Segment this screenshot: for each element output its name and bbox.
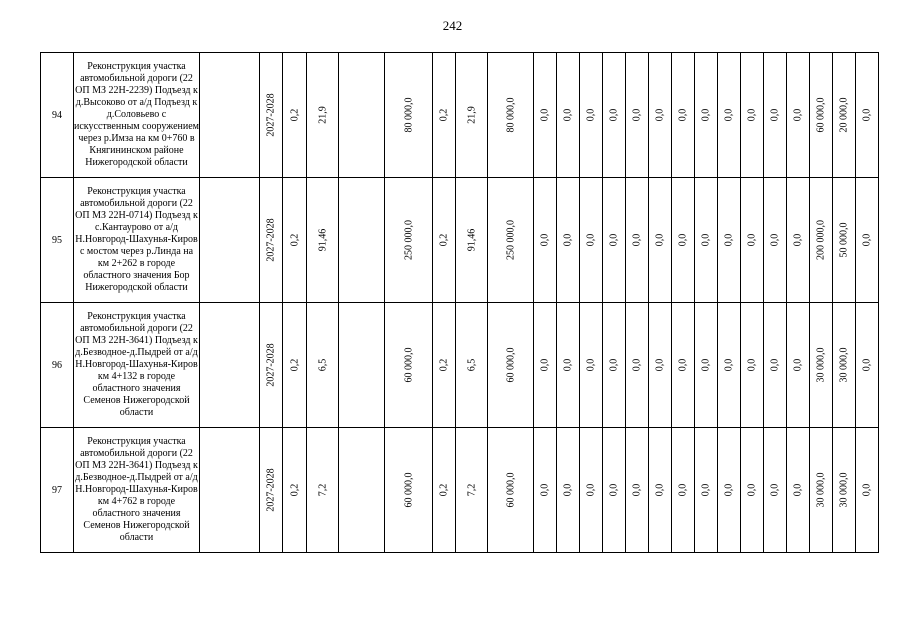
value-cell [283,53,307,178]
value-cell [488,178,534,303]
value-text: 0,0 [585,108,597,122]
value-text: 0,0 [746,358,758,372]
empty-cell [200,178,260,303]
value-cell [718,303,741,428]
value-text: 0,0 [792,483,804,497]
value-cell [339,178,385,303]
value-cell [764,428,787,553]
value-cell [741,303,764,428]
value-text: 0,0 [539,483,551,497]
value-cell [810,303,833,428]
value-text: 0,0 [700,358,712,372]
empty-cell [200,53,260,178]
value-text: 0,0 [677,483,689,497]
value-text: 200 000,0 [815,220,827,260]
period-text: 2027-2028 [265,343,277,387]
value-cell [534,428,557,553]
row-number: 97 [41,428,74,553]
value-text: 0,2 [438,358,450,372]
value-text: 0,0 [861,108,873,122]
value-cell [283,428,307,553]
empty-cell [200,428,260,553]
value-cell [534,178,557,303]
value-text: 0,0 [700,108,712,122]
value-cell [856,303,879,428]
value-text: 0,0 [631,483,643,497]
value-text: 0,2 [289,233,300,247]
value-text: 0,0 [746,108,758,122]
value-text: 0,2 [438,108,450,122]
period-text: 2027-2028 [265,468,277,512]
value-text: 0,0 [608,483,620,497]
value-cell [787,53,810,178]
value-text: 91,46 [317,228,328,252]
value-cell [385,303,433,428]
value-text: 0,0 [631,233,643,247]
value-text: 0,0 [723,483,735,497]
value-cell [488,53,534,178]
value-cell [810,53,833,178]
value-cell [833,53,856,178]
value-text: 0,0 [562,108,574,122]
value-cell [764,53,787,178]
value-cell [385,53,433,178]
value-cell [488,303,534,428]
period-text: 2027-2028 [265,93,277,137]
value-text: 0,0 [539,108,551,122]
value-cell [339,428,385,553]
value-text: 6,5 [466,358,477,372]
value-text: 0,0 [631,358,643,372]
value-cell [833,178,856,303]
value-text: 0,2 [438,483,450,497]
value-text: 0,0 [608,358,620,372]
value-cell [385,178,433,303]
value-cell [603,178,626,303]
value-cell [695,178,718,303]
value-cell [283,178,307,303]
value-text: 0,0 [562,483,574,497]
value-text: 0,0 [654,108,666,122]
page-number: 242 [442,18,463,33]
table-row [41,53,879,178]
value-cell [433,53,456,178]
value-text: 60 000,0 [505,347,516,383]
object-name: Реконструкция участка автомобильной дороги (22 ОП МЗ 22Н-2239) Подъезд к д.Высоково от а/д Подъезд к д.Соловьево с искусственным сооружением через р.Имза на км 0+760 в Княгининском районе Нижегородской области [74,53,200,178]
value-cell [649,178,672,303]
value-cell [833,303,856,428]
value-cell [580,303,603,428]
value-text: 0,0 [746,233,758,247]
table-row [41,428,879,553]
period-cell [260,53,283,178]
value-cell [649,303,672,428]
value-cell [787,428,810,553]
value-text: 80 000,0 [505,97,516,133]
value-text: 0,2 [289,483,300,497]
value-text: 0,0 [585,233,597,247]
value-text: 60 000,0 [403,347,414,383]
value-cell [283,303,307,428]
value-cell [672,178,695,303]
value-cell [456,428,488,553]
value-cell [741,178,764,303]
value-text: 0,0 [677,358,689,372]
value-cell [672,428,695,553]
value-text: 0,0 [654,233,666,247]
value-cell [718,428,741,553]
value-text: 0,0 [746,483,758,497]
value-text: 60 000,0 [505,472,516,508]
value-text: 0,0 [539,358,551,372]
value-text: 0,0 [631,108,643,122]
value-text: 20 000,0 [838,97,850,133]
value-cell [307,428,339,553]
value-text: 60 000,0 [815,97,827,133]
value-cell [718,178,741,303]
value-cell [557,428,580,553]
value-cell [810,428,833,553]
value-cell [456,303,488,428]
period-cell [260,428,283,553]
value-cell [307,53,339,178]
empty-cell [200,303,260,428]
value-cell [433,428,456,553]
value-text: 0,0 [792,108,804,122]
value-text: 0,0 [861,233,873,247]
value-text: 7,2 [466,483,477,497]
value-text: 7,2 [317,483,328,497]
value-text: 250 000,0 [403,220,414,260]
value-cell [764,303,787,428]
value-text: 0,0 [792,358,804,372]
value-text: 0,2 [289,108,300,122]
value-text: 0,0 [769,108,781,122]
period-cell [260,303,283,428]
value-text: 21,9 [317,106,328,124]
value-cell [856,428,879,553]
value-text: 0,0 [654,358,666,372]
value-cell [626,178,649,303]
value-cell [810,178,833,303]
value-cell [488,428,534,553]
value-cell [695,428,718,553]
value-cell [741,53,764,178]
value-cell [307,178,339,303]
value-cell [603,303,626,428]
value-text: 50 000,0 [838,222,850,258]
value-cell [856,53,879,178]
value-text: 0,2 [438,233,450,247]
value-text: 0,0 [723,233,735,247]
value-text: 0,0 [677,233,689,247]
value-text: 0,0 [677,108,689,122]
value-cell [580,428,603,553]
value-text: 0,0 [792,233,804,247]
value-cell [787,303,810,428]
value-text: 0,0 [562,358,574,372]
value-text: 6,5 [317,358,328,372]
value-cell [385,428,433,553]
value-cell [695,303,718,428]
value-text: 30 000,0 [838,472,850,508]
value-cell [339,53,385,178]
value-cell [580,53,603,178]
value-cell [433,178,456,303]
value-text: 0,0 [723,108,735,122]
value-text: 0,0 [585,483,597,497]
value-text: 0,0 [861,483,873,497]
value-text: 21,9 [466,106,477,124]
value-text: 0,0 [769,358,781,372]
value-cell [649,53,672,178]
value-cell [856,178,879,303]
period-cell [260,178,283,303]
value-cell [456,53,488,178]
value-cell [672,53,695,178]
value-cell [626,428,649,553]
data-table [40,52,879,553]
value-cell [307,303,339,428]
value-text: 0,0 [723,358,735,372]
value-text: 0,0 [654,483,666,497]
value-cell [833,428,856,553]
value-text: 91,46 [466,228,477,252]
period-text: 2027-2028 [265,218,277,262]
value-cell [649,428,672,553]
value-cell [764,178,787,303]
value-cell [534,303,557,428]
value-cell [557,53,580,178]
value-cell [603,428,626,553]
value-cell [557,303,580,428]
table-row [41,303,879,428]
value-text: 0,0 [585,358,597,372]
value-text: 0,0 [769,233,781,247]
value-cell [626,303,649,428]
value-cell [339,303,385,428]
value-text: 0,0 [700,483,712,497]
value-text: 0,0 [562,233,574,247]
value-cell [741,428,764,553]
value-cell [603,53,626,178]
value-text: 30 000,0 [838,347,850,383]
row-number: 94 [41,53,74,178]
value-text: 0,0 [769,483,781,497]
value-text: 0,0 [608,108,620,122]
value-cell [695,53,718,178]
value-text: 250 000,0 [505,220,516,260]
value-cell [672,303,695,428]
value-text: 0,0 [539,233,551,247]
value-text: 0,0 [861,358,873,372]
value-cell [580,178,603,303]
value-text: 60 000,0 [403,472,414,508]
row-number: 96 [41,303,74,428]
value-cell [787,178,810,303]
row-number: 95 [41,178,74,303]
value-cell [433,303,456,428]
value-cell [456,178,488,303]
value-text: 0,2 [289,358,300,372]
value-cell [557,178,580,303]
value-text: 0,0 [608,233,620,247]
value-cell [534,53,557,178]
table-row [41,178,879,303]
value-cell [718,53,741,178]
value-text: 80 000,0 [403,97,414,133]
value-text: 30 000,0 [815,347,827,383]
value-text: 0,0 [700,233,712,247]
value-text: 30 000,0 [815,472,827,508]
object-name: Реконструкция участка автомобильной дороги (22 ОП МЗ 22Н-3641) Подъезд к д.Безводное-д.Пыдрей от а/д Н.Новгород-Шахунья-Киров км 4+132 в городе областного значения Семенов Нижегородской области [74,303,200,428]
object-name: Реконструкция участка автомобильной дороги (22 ОП МЗ 22Н-0714) Подъезд к с.Кантаурово от а/д Н.Новгород-Шахунья-Киров с мостом через р.Линда на км 2+262 в городе областного значения Бор Нижегородской области [74,178,200,303]
object-name: Реконструкция участка автомобильной дороги (22 ОП МЗ 22Н-3641) Подъезд к д.Безводное-д.Пыдрей от а/д Н.Новгород-Шахунья-Киров км 4+762 в городе областного значения Семенов Нижегородской области [74,428,200,553]
value-cell [626,53,649,178]
